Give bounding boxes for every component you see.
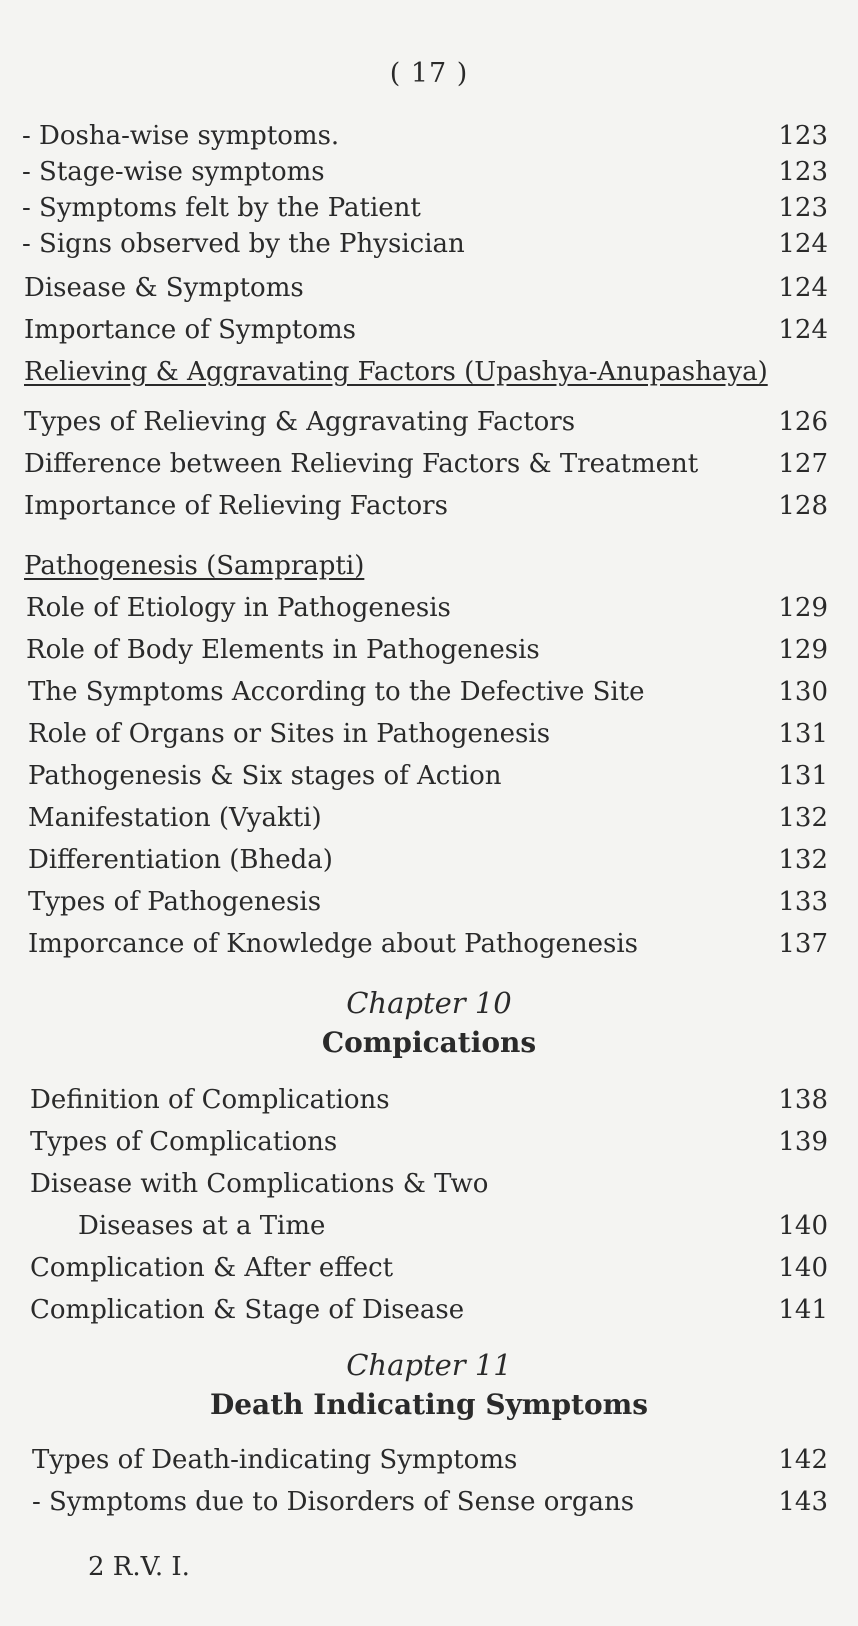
toc-entry-title: Role of Organs or Sites in Pathogenesis <box>28 719 551 749</box>
toc-entry <box>0 1484 858 1520</box>
toc-entry-page: 127 <box>778 449 828 479</box>
toc-entry-title: The Symptoms According to the Defective Site <box>28 677 645 707</box>
toc-entry <box>0 884 858 920</box>
chapter-label: Chapter 10 <box>346 986 512 1020</box>
toc-entry-title: - Symptoms due to Disorders of Sense organs <box>32 1487 635 1517</box>
toc-entry-title: Definition of Complications <box>30 1085 390 1115</box>
toc-entry-page: 138 <box>778 1085 828 1115</box>
toc-entry <box>0 1442 858 1478</box>
toc-entry <box>0 488 858 524</box>
toc-entry-title: Complication & After effect <box>30 1253 394 1283</box>
toc-entry-title: - Dosha-wise symptoms. <box>22 121 340 151</box>
toc-entry <box>0 758 858 794</box>
toc-entry-page: 132 <box>778 845 828 875</box>
chapter-title: Compications <box>321 1026 537 1059</box>
toc-entry <box>0 118 858 154</box>
toc-entry-title: Disease & Symptoms <box>24 273 304 303</box>
toc-entry-page: 128 <box>778 491 828 521</box>
toc-entry-title: Imporcance of Knowledge about Pathogenesis <box>28 929 639 959</box>
toc-entry-page: 123 <box>778 157 828 187</box>
toc-entry-title: Types of Pathogenesis <box>28 887 322 917</box>
toc-entry-page: 131 <box>778 761 828 791</box>
toc-entry-title: Complication & Stage of Disease <box>30 1295 465 1325</box>
chapter-title: Death Indicating Symptoms <box>209 1388 649 1421</box>
toc-entry-page: 131 <box>778 719 828 749</box>
toc-entry-page: 129 <box>778 635 828 665</box>
toc-entry-title: Importance of Relieving Factors <box>24 491 448 521</box>
toc-entry-page: 139 <box>778 1127 828 1157</box>
chapter-label: Chapter 11 <box>346 1348 512 1382</box>
toc-entry <box>0 674 858 710</box>
toc-entry-page: 140 <box>778 1253 828 1283</box>
toc-entry <box>0 404 858 440</box>
toc-entry-title: Difference between Relieving Factors & Treatment <box>24 449 699 479</box>
toc-entry-title: Types of Death-indicating Symptoms <box>32 1445 518 1475</box>
toc-entry-page: 141 <box>778 1295 828 1325</box>
toc-entry-page: 124 <box>778 229 828 259</box>
toc-entry <box>0 800 858 836</box>
toc-entry <box>0 632 858 668</box>
toc-entry <box>0 190 858 226</box>
toc-entry <box>0 1292 858 1328</box>
toc-entry <box>0 312 858 348</box>
toc-entry-title: Diseases at a Time <box>78 1211 326 1241</box>
page-number: ( 17 ) <box>389 58 469 89</box>
toc-entry <box>0 226 858 262</box>
toc-entry-page: 123 <box>778 193 828 223</box>
toc-entry-page: 123 <box>778 121 828 151</box>
toc-entry-page: 129 <box>778 593 828 623</box>
toc-entry <box>0 1166 858 1202</box>
section-heading-pathogenesis: Pathogenesis (Samprapti) <box>24 551 365 581</box>
toc-entry-page: 130 <box>778 677 828 707</box>
toc-entry-title: Types of Relieving & Aggravating Factors <box>24 407 576 437</box>
toc-entry-title: - Stage-wise symptoms <box>22 157 325 187</box>
toc-entry <box>0 716 858 752</box>
toc-entry-page: 143 <box>778 1487 828 1517</box>
toc-entry-title: - Symptoms felt by the Patient <box>22 193 421 223</box>
toc-entry-title: Disease with Complications & Two <box>30 1169 489 1199</box>
toc-entry-title: Differentiation (Bheda) <box>28 845 333 875</box>
toc-entry-page: 137 <box>778 929 828 959</box>
section-heading-relieving: Relieving & Aggravating Factors (Upashya-Anupashaya) <box>24 357 768 387</box>
toc-entry <box>0 1208 858 1244</box>
toc-entry <box>0 270 858 306</box>
toc-entry <box>0 926 858 962</box>
toc-entry-page: 142 <box>778 1445 828 1475</box>
toc-entry-title: Importance of Symptoms <box>24 315 356 345</box>
toc-entry-title: - Signs observed by the Physician <box>22 229 465 259</box>
toc-entry-title: Types of Complications <box>30 1127 338 1157</box>
toc-entry <box>0 590 858 626</box>
signature-mark: 2 R.V. I. <box>88 1552 190 1582</box>
toc-entry <box>0 446 858 482</box>
toc-entry-page: 126 <box>778 407 828 437</box>
toc-entry <box>0 842 858 878</box>
toc-entry-title: Role of Body Elements in Pathogenesis <box>26 635 540 665</box>
toc-entry-page: 132 <box>778 803 828 833</box>
toc-entry-page: 140 <box>778 1211 828 1241</box>
toc-entry <box>0 1124 858 1160</box>
toc-entry-page: 124 <box>778 315 828 345</box>
toc-entry-page: 124 <box>778 273 828 303</box>
toc-entry <box>0 1082 858 1118</box>
toc-entry-title: Role of Etiology in Pathogenesis <box>26 593 451 623</box>
toc-entry-title: Manifestation (Vyakti) <box>28 803 322 833</box>
toc-entry-page: 133 <box>778 887 828 917</box>
toc-entry <box>0 154 858 190</box>
toc-entry <box>0 1250 858 1286</box>
toc-entry-title: Pathogenesis & Six stages of Action <box>28 761 502 791</box>
